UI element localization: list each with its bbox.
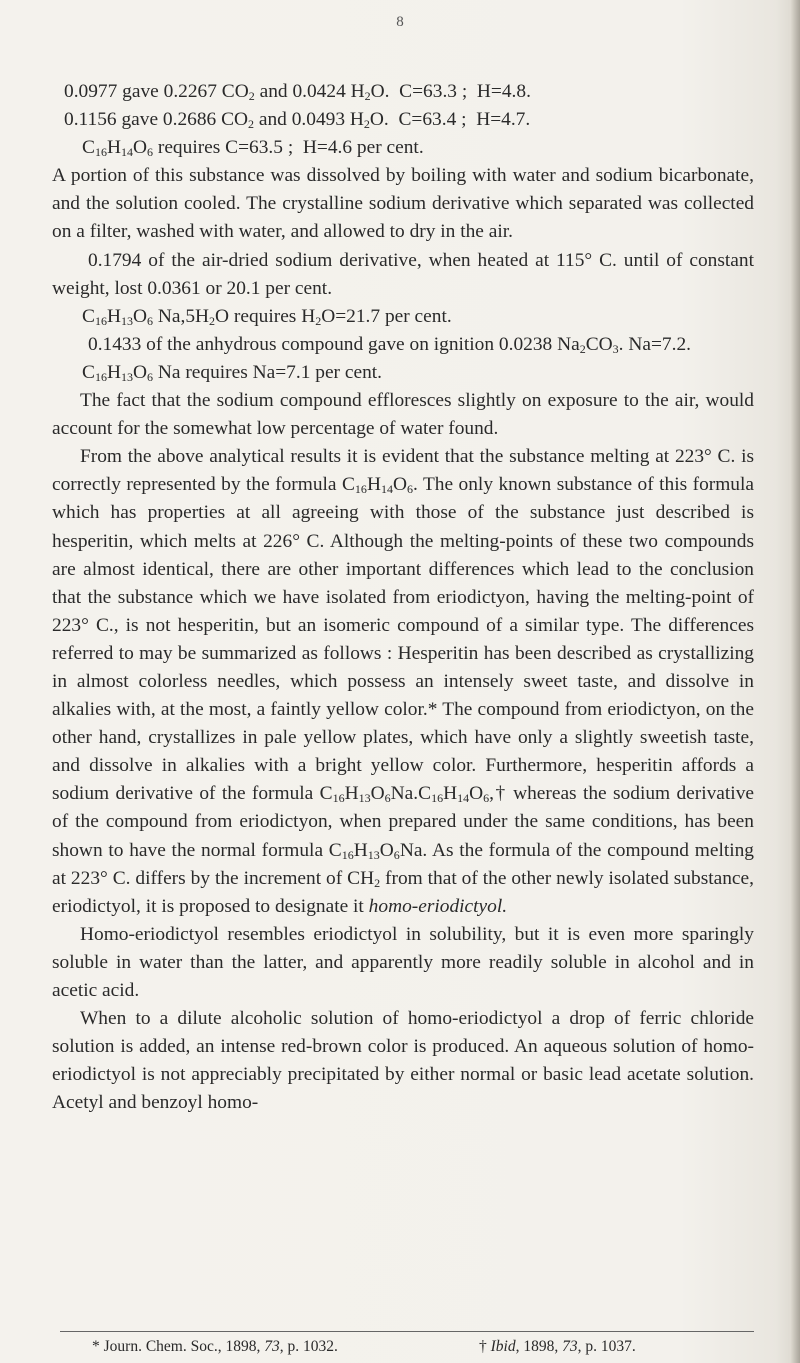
paragraph-solubility: Homo-eriodictyol resembles eriodictyol in solubility, but it is even more sparingly soluble in water than the latter, and apparently more readily soluble in alcohol and in acetic acid.	[52, 923, 754, 1001]
formula-requirement-line: $C_{16}H_{14}O_6$ requires C=63.5 ; H=4.6 per cent.	[82, 137, 424, 160]
formula-sodium-requirement: $C_{16}H_{13}O_6$ Na requires Na=7.1 per cent.	[82, 361, 383, 384]
paragraph-ignition: 0.1433 of the anhydrous compound gave on ignition 0.0238 $Na_2CO_3$. Na=7.2.	[88, 333, 691, 356]
paragraph-water-loss: 0.1794 of the air-dried sodium derivative, when heated at 115° C. until of constant weight, lost 0.0361 or 20.1 per cent.	[52, 249, 754, 299]
formula-water-requirement: $C_{16}H_{13}O_6$ $Na,5H_2O$ requires $H_2O=21.7$ per cent.	[82, 305, 452, 328]
paragraph-sodium-preparation: A portion of this substance was dissolved by boiling with water and sodium bicarbonate, and the solution cooled. The crystalline sodium derivative which separated was collected on a filter, washed with water, and allowed to dry in the air.	[52, 165, 754, 243]
footnote-1: * Journ. Chem. Soc., 1898, 73, p. 1032.	[92, 1338, 338, 1355]
paragraph-hesperitin-comparison: From the above analytical results it is evident that the substance melting at 223° C. is correctly represented by the formula $C_{16}H_{14}O_6$. The only known substance of this formula which has properties at all agreeing with those of the substance just described is hesperitin, which melts at 226° C. Although the melting-points of these two compounds are almost identical, there are other important differences which lead to the conclusion that the substance which we have isolated from eriodictyon, having the melting-point of 223° C., is not hesperitin, but an isomeric compound of a similar type. The differences referred to may be summarized as follows : Hesperitin has been described as crystallizing in almost colorless needles, which possess an intensely sweet taste, and dissolve in alkalies with, at the most, a faintly yellow color.* The compound from eriodictyon, on the other hand, crystallizes in pale yellow plates, which have only a slightly sweetish taste, and dissolve in alkalies with a bright yellow color. Furthermore, hesperitin affords a sodium derivative of the formula $C_{16}H_{13}O_6Na.C_{16}H_{14}O_6,\dagger$ whereas the sodium derivative of the compound from eriodictyon, when prepared under the same conditions, has been shown to have the normal formula $C_{16}H_{13}O_6Na$. As the formula of the compound melting at 223° C. differs by the increment of $CH_2$ from that of the other newly isolated substance, eriodictyol, it is proposed to designate it homo-eriodictyol.	[52, 446, 754, 917]
paragraph-ferric-chloride: When to a dilute alcoholic solution of homo-eriodictyol a drop of ferric chloride solution is added, an intense red-brown color is produced. An aqueous solution of homo-eriodictyol is not appreciably precipitated by either normal or basic lead acetate solution. Acetyl and benzoyl homo-	[52, 1008, 754, 1114]
body-text	[52, 78, 754, 1117]
analysis-line-1: 0.0977 gave 0.2267 $CO_2$ and 0.0424 $H_2O$. C=63.3 ; H=4.8.	[64, 81, 531, 103]
footnote-2: † Ibid, 1898, 73, p. 1037.	[479, 1338, 636, 1355]
page-number: 8	[396, 14, 404, 30]
paragraph-effloresces: The fact that the sodium compound effloresces slightly on exposure to the air, would account for the somewhat low percentage of water found.	[52, 390, 754, 440]
analysis-line-2: 0.1156 gave 0.2686 $CO_2$ and 0.0493 $H_2O$. C=63.4 ; H=4.7.	[64, 109, 531, 132]
page-edge-shadow	[790, 0, 800, 1363]
footnote-rule	[60, 1331, 754, 1332]
footnotes	[92, 1337, 772, 1357]
